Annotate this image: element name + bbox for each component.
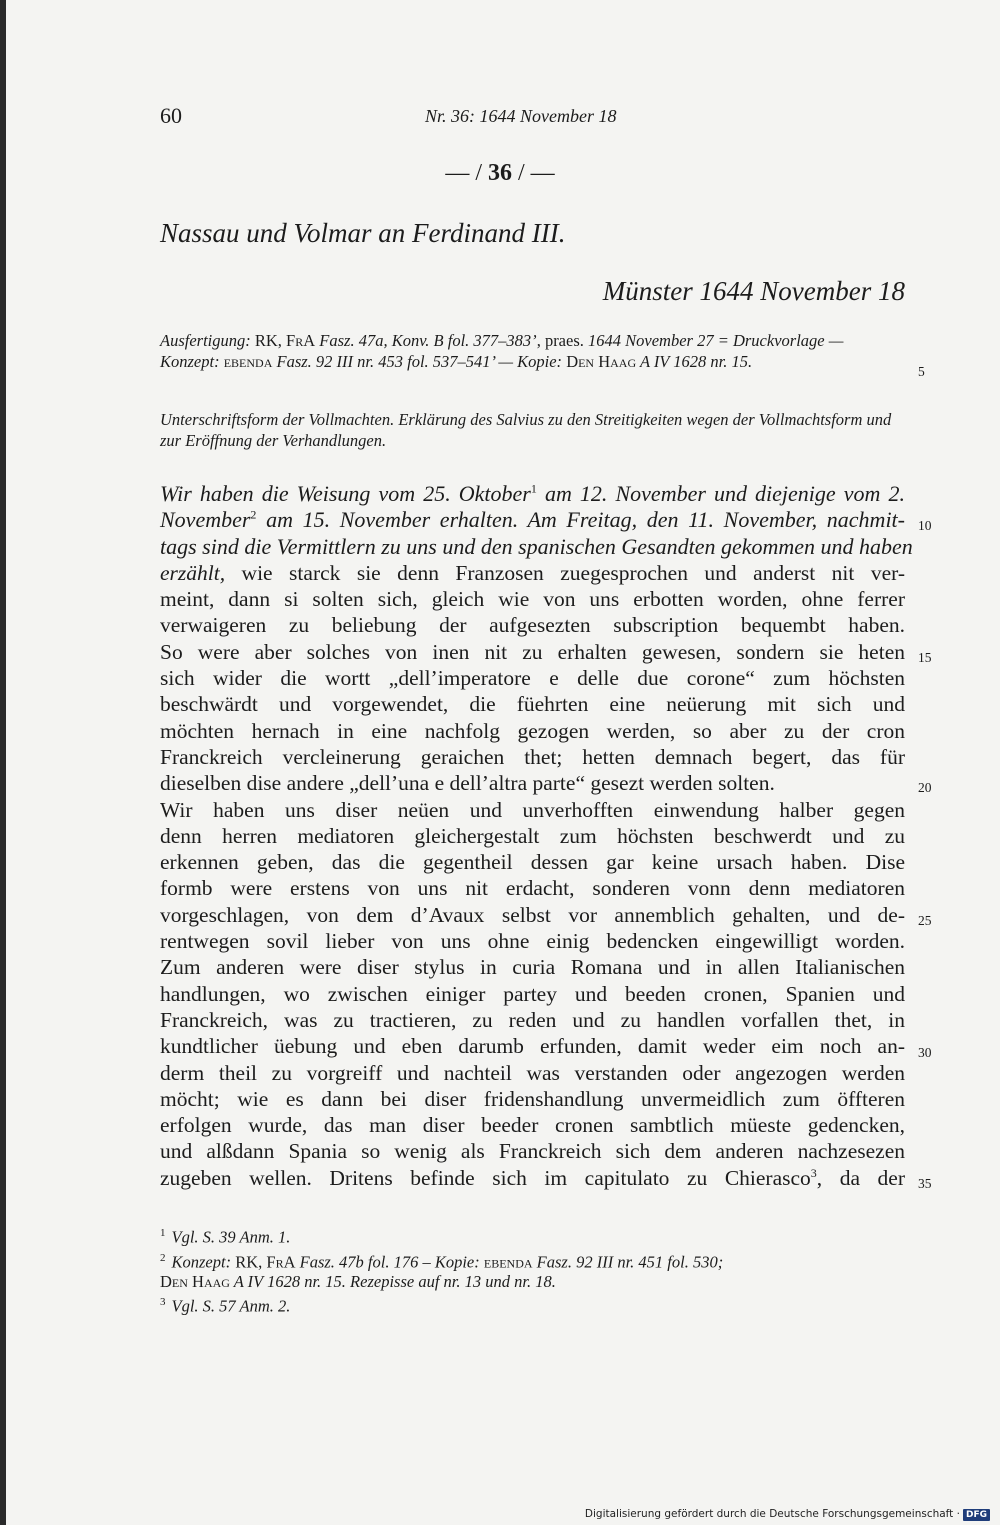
footnotes [160,1223,905,1317]
text-line: erkennen geben, das die gegentheil dessen gar keine ursach haben. Dise [160,850,905,875]
text-line: Franckreich, was zu tractieren, zu reden und zu handlen vorfallen thet, in [160,1007,905,1032]
text-line: vorgeschlagen, von dem d’Avaux selbst vor annemblich gehalten, und de- [160,902,905,927]
footnote-part: Den Haag [160,1272,230,1291]
text-fragment: zugeben wellen. Dritens befinde sich im capitulato zu Chierasco [160,1165,811,1190]
footnote-mark: 2 [160,1251,166,1264]
text-line: denn herren mediatoren gleichergestalt zum höchsten beschwerdt und zu [160,823,905,848]
footnote-mark: 3 [160,1296,166,1308]
line-number: 10 [918,518,932,533]
text-line: Franckreich vercleinerung geraichen thet; hetten demnach begert, das für [160,744,905,769]
line-number: 35 [918,1176,932,1191]
document-place-date: Münster 1644 November 18 [602,276,905,306]
text-line: Zum anderen were diser stylus in curia Romana und in allen Italianischen [160,955,905,980]
footnote-part: RK, [231,1252,267,1271]
document-number-prefix: — / [445,160,482,186]
text-line: tags sind die Vermittlern zu uns und den spanischen Gesandten gekommen und haben [160,533,913,559]
document-number-suffix: / — [518,160,555,186]
text-line: meint, dann si solten sich, gleich wie von uns erbotten worden, ohne ferrer [160,587,905,612]
footnote-text: Vgl. S. 39 Anm. 1. [171,1227,291,1247]
text-line: Wir haben uns diser neüen und unverhofften einwendung halber gegen [160,797,905,822]
text-line [160,1165,905,1191]
footnote-text: Vgl. S. 57 Anm. 2. [171,1296,291,1316]
text-line: So were aber solches von inen nit zu erhalten gewesen, sondern sie heten [160,639,905,664]
line-number: 20 [918,780,932,795]
footnote [160,1292,905,1317]
text-line: verwaigeren zu beliebung der aufgesezten subscription bequembt haben. [160,613,905,638]
footnote-part: FrA [266,1252,296,1271]
source-part: A IV 1628 nr. 15. [636,352,753,371]
text-line: möcht; wie es dann bei diser fridenshandlung unvermeidlich zum öffteren [160,1086,905,1111]
document-title: Nassau und Volmar an Ferdinand III. [160,218,566,248]
line-number: 30 [918,1045,932,1060]
text-fragment: Wir haben die Weisung vom 25. Oktober [160,481,531,506]
dfg-logo[interactable]: DFG [963,1509,990,1521]
text-fragment: am 12. November und diejenige vom 2. [536,481,905,506]
page-number: 60 [160,103,182,128]
text-line: dieselben dise andere „dell’una e dell’altra parte“ gesezt werden solten. [160,771,775,796]
text-line: formb were erstens von uns nit erdacht, sonderen vonn denn mediatoren [160,876,905,901]
line-number: 15 [918,650,932,665]
text-line [160,560,905,586]
funding-notice [585,1508,990,1521]
running-head: Nr. 36: 1644 November 18 [425,106,617,126]
page-edge [0,0,6,1525]
source-part: ebenda [219,352,273,371]
text-line: rentwegen sovil lieber von uns ohne einig bedencken eingewilligt worden. [160,929,905,954]
footnote-part: Fasz. 92 III nr. 451 fol. 530; [532,1252,724,1271]
text-line: und alßdann Spania so wenig als Franckreich sich dem anderen nachzesezen [160,1139,905,1164]
source-part: , praes. [536,331,589,350]
footnote-part: ebenda [479,1252,533,1271]
text-fragment: wie starck sie denn Franzosen zuegesprochen und anderst nit ver- [225,560,905,585]
document-number-value: 36 [488,160,512,186]
text-line: handlungen, wo zwischen einiger partey und beeden cronen, Spanien und [160,981,905,1006]
footnote-part: Konzept: [171,1252,232,1271]
text-fragment: am 15. November erhalten. Am Freitag, den 11. November, nachmit- [256,507,905,533]
text-line: sich wider die wortt „dell’imperatore e delle due corone“ zum höchsten [160,666,905,691]
main-text [160,481,913,1191]
source-part: RK, [250,331,287,350]
footnote-reference: 2 [250,507,257,522]
document-number [0,160,1000,187]
footnote-mark: 1 [160,1227,166,1239]
funding-text: Digitalisierung gefördert durch die Deutsche Forschungsgemeinschaft · [584,1508,960,1520]
source-part: 1644 November 27 = Druckvorlage — Konzept: [160,331,844,371]
source-part: Ausfertigung: [160,331,251,350]
footnote [160,1223,905,1248]
text-line [160,481,905,507]
text-line: beschwärdt und vorgewendet, die füehrten eine neüerung mit sich und [160,692,905,717]
summary: Unterschriftsform der Vollmachten. Erklärung des Salvius zu den Streitigkeiten wegen der Vollmachtsform und zur Eröffnung der Verhandlungen. [160,410,892,450]
text-fragment: November [160,507,251,533]
footnote-part: A IV 1628 nr. 15. Rezepisse auf nr. 13 und nr. 18. [229,1272,556,1291]
line-number: 5 [918,364,925,379]
text-line: kundtlicher üebung und eben darumb erfunden, damit weder eim noch an- [160,1034,905,1059]
text-line: erfolgen wurde, das man diser beeder cronen sambtlich müeste gedencken, [160,1113,905,1138]
source-part: Den Haag [562,352,637,371]
footnote-reference: 1 [530,481,537,496]
source-part: FrA [286,331,316,350]
text-fragment: erzählt, [160,560,226,585]
footnote-reference: 3 [810,1165,817,1180]
source-part: Fasz. 92 III nr. 453 fol. 537–541’ — Kopie: [272,352,563,371]
source-part: Fasz. 47a, Konv. B fol. 377–383’ [315,331,537,350]
source-note [160,330,905,372]
text-line: derm theil zu vorgreiff und nachteil was verstanden oder angezogen werden [160,1060,905,1085]
footnote [160,1248,905,1273]
footnote-part: Fasz. 47b fol. 176 – Kopie: [295,1252,480,1271]
text-line: möchten hernach in eine nachfolg gezogen werden, so aber zu der cron [160,718,905,743]
footnote-continuation [160,1272,905,1292]
text-line [160,507,905,533]
line-number: 25 [918,913,932,928]
text-fragment: , da der [816,1165,906,1190]
